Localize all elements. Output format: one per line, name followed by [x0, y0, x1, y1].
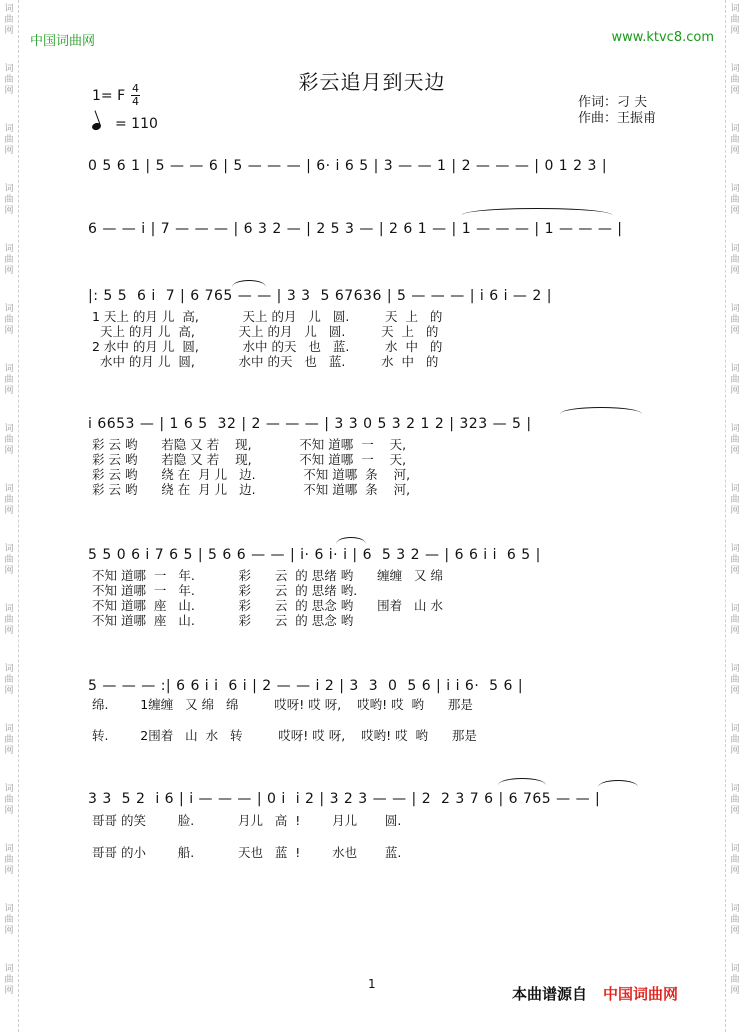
watermark-text: 词 曲 网 — [4, 364, 14, 396]
tie-slur — [462, 208, 612, 215]
lyric-row-4-line-2: 彩 云 哟 若隐 又 若 现, 不知 道哪 一 天, — [92, 452, 407, 467]
composer: 作曲：王振甫 — [578, 111, 657, 126]
watermark-text: 词 曲 网 — [730, 844, 740, 876]
site-url[interactable]: www.ktvc8.com — [611, 30, 714, 45]
credits — [578, 95, 656, 127]
lyric-row-3-line-3: 2 水中 的月 儿 圆, 水中 的天 也 蓝. 水 中 的 — [92, 339, 443, 354]
watermark-text: 词 曲 网 — [4, 904, 14, 936]
watermark-text: 词 曲 网 — [730, 64, 740, 96]
notation-row-5: 5 5 0 6 i 7 6 5 | 5 6 6 — — | i· 6 i· i | 6 5 3 2 — | 6 6 i i 6 5 | — [88, 547, 541, 563]
watermark-text: 词 曲 网 — [730, 424, 740, 456]
lyric-row-6-line-2: 转. 2围着 山 水 转 哎呀! 哎 呀, 哎哟! 哎 哟 那是 — [92, 728, 477, 743]
watermark-text: 词 曲 网 — [4, 844, 14, 876]
watermark-text: 词 曲 网 — [730, 964, 740, 996]
right-watermark-strip — [725, 0, 744, 1032]
watermark-text: 词 曲 网 — [730, 304, 740, 336]
site-name[interactable]: 中国词曲网 — [30, 34, 96, 49]
lyric-row-4-line-1: 彩 云 哟 若隐 又 若 现, 不知 道哪 一 天, — [92, 437, 407, 452]
watermark-text: 词 曲 网 — [730, 604, 740, 636]
lyric-row-3-line-4: 水中 的月 儿 圆, 水中 的天 也 蓝. 水 中 的 — [92, 354, 439, 369]
watermark-text: 词 曲 网 — [730, 664, 740, 696]
watermark-text: 词 曲 网 — [730, 724, 740, 756]
watermark-text: 词 曲 网 — [4, 784, 14, 816]
watermark-text: 词 曲 网 — [4, 664, 14, 696]
slur — [598, 780, 638, 787]
slur — [232, 280, 266, 287]
watermark-text: 词 曲 网 — [730, 184, 740, 216]
quarter-note-icon — [91, 122, 102, 132]
watermark-text: 词 曲 网 — [4, 964, 14, 996]
tempo-value: = 110 — [115, 116, 158, 132]
lyric-row-7-line-2: 哥哥 的小 船. 天也 蓝 ! 水也 蓝. — [92, 845, 402, 860]
page-number: 1 — [368, 977, 376, 991]
watermark-text: 词 曲 网 — [730, 124, 740, 156]
watermark-text: 词 曲 网 — [4, 604, 14, 636]
watermark-text: 词 曲 网 — [4, 424, 14, 456]
slur — [336, 537, 366, 544]
lyric-row-5-line-2: 不知 道哪 一 年. 彩 云 的 思绪 哟. — [92, 583, 358, 598]
watermark-text: 词 曲 网 — [4, 124, 14, 156]
notation-row-3: |: 5 5 6 i 7 | 6 765 — — | 3 3 5 67636 | 5 — — — | i 6 i — 2 | — [88, 288, 552, 304]
notation-row-1: 0 5 6 1 | 5 — — 6 | 5 — — — | 6· i 6 5 | 3 — — 1 | 2 — — — | 0 1 2 3 | — [88, 158, 608, 174]
notation-row-7: 3 3 5 2 i 6 | i — — — | 0 i i 2 | 3 2 3 — — | 2 2 3 7 6 | 6 765 — — | — [88, 791, 601, 807]
watermark-text: 词 曲 网 — [4, 4, 14, 36]
lyric-row-5-line-1: 不知 道哪 一 年. 彩 云 的 思绪 哟 缠缠 又 绵 — [92, 568, 443, 583]
notation-row-6: 5 — — — :| 6 6 i i 6 i | 2 — — i 2 | 3 3 0 5 6 | i i 6· 5 6 | — [88, 678, 524, 694]
watermark-text: 词 曲 网 — [730, 244, 740, 276]
source-credit — [512, 983, 678, 1004]
watermark-text: 词 曲 网 — [730, 484, 740, 516]
watermark-text: 词 曲 网 — [4, 184, 14, 216]
watermark-text: 词 曲 网 — [4, 544, 14, 576]
key-signature: 1= F — [92, 88, 126, 104]
lyric-row-3-line-2: 天上 的月 儿 高, 天上 的月 儿 圆. 天 上 的 — [92, 324, 439, 339]
time-signature — [131, 84, 140, 107]
left-watermark-strip — [0, 0, 19, 1032]
watermark-text: 词 曲 网 — [4, 64, 14, 96]
lyricist: 作词：刁 夫 — [578, 95, 648, 110]
source-label: 本曲谱源自 — [512, 985, 588, 1003]
watermark-text: 词 曲 网 — [4, 244, 14, 276]
watermark-text: 词 曲 网 — [4, 724, 14, 756]
song-title: 彩云追月到天边 — [298, 70, 446, 94]
notation-row-4: i 6653 — | 1 6 5 32 | 2 — — — | 3 3 0 5 3 2 1 2 | 323 — 5 | — [88, 416, 532, 432]
source-brand[interactable]: 中国词曲网 — [603, 985, 679, 1003]
watermark-text: 词 曲 网 — [730, 784, 740, 816]
watermark-text: 词 曲 网 — [730, 904, 740, 936]
lyric-row-5-line-4: 不知 道哪 座 山. 彩 云 的 思念 哟 — [92, 613, 354, 628]
lyric-row-5-line-3: 不知 道哪 座 山. 彩 云 的 思念 哟 围着 山 水 — [92, 598, 443, 613]
lyric-row-6-line-1: 绵. 1缠缠 又 绵 绵 哎呀! 哎 呀, 哎哟! 哎 哟 那是 — [92, 697, 473, 712]
watermark-text: 词 曲 网 — [4, 304, 14, 336]
time-signature-top: 4 — [132, 82, 139, 95]
lyric-row-3-line-1: 1 天上 的月 儿 高, 天上 的月 儿 圆. 天 上 的 — [92, 309, 443, 324]
lyric-row-7-line-1: 哥哥 的笑 脸. 月儿 高 ! 月儿 圆. — [92, 813, 402, 828]
watermark-text: 词 曲 网 — [730, 364, 740, 396]
slur — [498, 778, 546, 785]
watermark-text: 词 曲 网 — [730, 544, 740, 576]
notation-row-2: 6 — — i | 7 — — — | 6 3 2 — | 2 5 3 — | 2 6 1 — | 1 — — — | 1 — — — | — [88, 221, 623, 237]
watermark-text: 词 曲 网 — [4, 484, 14, 516]
lyric-row-4-line-3: 彩 云 哟 绕 在 月 儿 边. 不知 道哪 条 河, — [92, 467, 411, 482]
time-signature-bottom: 4 — [132, 95, 139, 108]
watermark-text: 词 曲 网 — [730, 4, 740, 36]
lyric-row-4-line-4: 彩 云 哟 绕 在 月 儿 边. 不知 道哪 条 河, — [92, 482, 411, 497]
slur — [560, 407, 642, 414]
tempo-marking — [92, 116, 158, 132]
